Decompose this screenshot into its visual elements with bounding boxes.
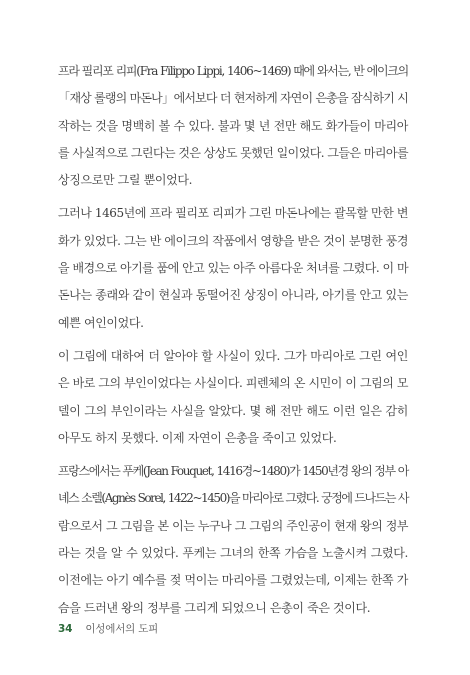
text-line: 작하는 것을 명백히 볼 수 있다. 불과 몇 년 전만 해도 화가들이 마리아: [58, 118, 408, 133]
page-footer: [58, 621, 158, 636]
text-line: 아무도 하지 못했다. 이제 자연이 은총을 죽이고 있었다.: [58, 430, 337, 445]
text-line: 녜스 소렐(Agnès Sorel, 1422~1450)을 마리아로 그렸다. 궁정에 드나드는 사: [58, 491, 408, 506]
paragraph: [58, 343, 408, 452]
text-line: 돈나는 종래와 같이 현실과 동떨어진 상징이 아니라, 아기를 안고 있는: [58, 288, 408, 303]
text-line: 람으로서 그 그림을 본 이는 누구나 그 그림의 주인공이 현재 왕의 정부: [58, 518, 408, 533]
text-line: 이 그림에 대하여 더 알아야 할 사실이 있다. 그가 마리아로 그린 여인: [58, 348, 408, 363]
paragraph: [58, 58, 408, 194]
text-line: 상징으로만 그릴 뿐이었다.: [58, 173, 193, 188]
paragraph: [58, 458, 408, 622]
text-line: 그러나 1465년에 프라 필리포 리피가 그린 마돈나에는 괄목할 만한 변: [58, 206, 408, 221]
text-line: 이전에는 아기 예수를 젖 먹이는 마리아를 그렸었는데, 이제는 한쪽 가: [58, 573, 408, 588]
body-text: [58, 58, 408, 628]
text-line: 예쁜 여인이었다.: [58, 315, 144, 330]
text-line: 을 배경으로 아기를 품에 안고 있는 아주 아름다운 처녀를 그렸다. 이 마: [58, 261, 408, 276]
text-line: 프랑스에서는 푸케(Jean Fouquet, 1416경~1480)가 1450년경 왕의 정부 아: [58, 464, 408, 479]
text-line: 프라 필리포 리피(Fra Filippo Lippi, 1406~1469) 때에 와서는, 반 에이크의: [58, 64, 408, 78]
paragraph: [58, 200, 408, 336]
text-line: 를 사실적으로 그린다는 것은 상상도 못했던 일이었다. 그들은 마리아를: [58, 145, 408, 160]
text-line: 델이 그의 부인이라는 사실을 알았다. 몇 해 전만 해도 이런 일은 감히: [58, 403, 408, 418]
text-line: 「재상 롤랭의 마돈나」에서보다 더 현저하게 자연이 은총을 잠식하기 시: [58, 91, 408, 106]
text-line: 은 바로 그의 부인이었다는 사실이다. 피렌체의 온 시민이 이 그림의 모: [58, 376, 408, 391]
text-line: 라는 것을 알 수 있었다. 푸케는 그녀의 한쪽 가슴을 노출시켜 그렸다.: [58, 546, 408, 561]
text-line: 화가 있었다. 그는 반 에이크의 작품에서 영향을 받은 것이 분명한 풍경: [58, 233, 408, 248]
running-title: 이성에서의 도피: [85, 623, 159, 635]
page-number: 34: [58, 623, 73, 635]
text-line: 슴을 드러낸 왕의 정부를 그리게 되었으니 은총이 죽은 것이다.: [58, 600, 371, 615]
